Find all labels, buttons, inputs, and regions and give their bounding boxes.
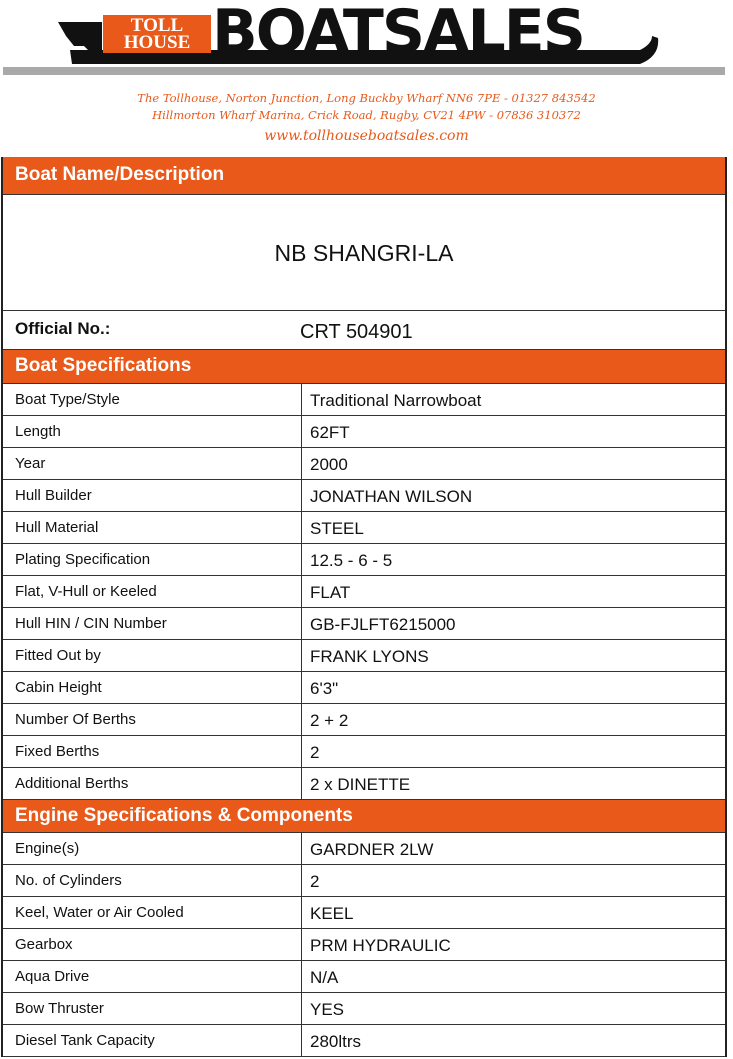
row-value: KEEL	[310, 904, 354, 923]
table-row	[3, 480, 725, 512]
table-row	[3, 704, 725, 736]
table-row	[3, 544, 725, 576]
table-row	[3, 512, 725, 544]
address-line-2: Hillmorton Wharf Marina, Crick Road, Rugby, CV21 4PW - 07836 310372	[152, 108, 581, 122]
table-row	[3, 865, 725, 897]
row-value: 6'3"	[310, 679, 339, 698]
spec-sheet	[1, 157, 727, 1057]
row-value: 2	[310, 872, 320, 891]
logo-line-2: HOUSE	[123, 32, 191, 53]
row-value: N/A	[310, 968, 339, 987]
row-label: Plating Specification	[3, 544, 302, 575]
table-row	[3, 576, 725, 608]
row-label: Year	[3, 448, 302, 479]
row-label: Keel, Water or Air Cooled	[3, 897, 302, 928]
address-line-1: The Tollhouse, Norton Junction, Long Buckby Wharf NN6 7PE - 01327 843542	[137, 91, 596, 105]
table-row	[3, 993, 725, 1025]
table-row	[3, 608, 725, 640]
row-value: YES	[310, 1000, 345, 1019]
row-value: GARDNER 2LW	[310, 840, 434, 859]
table-row	[3, 448, 725, 480]
table-row	[3, 929, 725, 961]
row-label: No. of Cylinders	[3, 865, 302, 896]
official-number-row	[3, 311, 725, 350]
brand-logo	[0, 0, 733, 84]
row-label: Length	[3, 416, 302, 447]
table-row	[3, 897, 725, 929]
row-value: JONATHAN WILSON	[310, 487, 473, 506]
table-row	[3, 768, 725, 800]
row-label: Aqua Drive	[3, 961, 302, 992]
row-value: FLAT	[310, 583, 351, 602]
row-label: Gearbox	[3, 929, 302, 960]
row-label: Number Of Berths	[3, 704, 302, 735]
logo-line-1: TOLL	[130, 15, 184, 36]
row-label: Flat, V-Hull or Keeled	[3, 576, 302, 607]
row-value: 2 x DINETTE	[310, 775, 411, 794]
row-label: Cabin Height	[3, 672, 302, 703]
row-label: Fixed Berths	[3, 736, 302, 767]
header-divider	[3, 67, 725, 75]
table-row	[3, 736, 725, 768]
row-value: 2 + 2	[310, 711, 349, 730]
official-number-value: CRT 504901	[300, 321, 413, 343]
row-value: PRM HYDRAULIC	[310, 936, 451, 955]
row-value: 2	[310, 743, 320, 762]
row-value: 12.5 - 6 - 5	[310, 551, 393, 570]
row-value: 280ltrs	[310, 1032, 362, 1051]
row-label: Hull HIN / CIN Number	[3, 608, 302, 639]
boat-name-header: Boat Name/Description	[3, 157, 725, 195]
table-row	[3, 833, 725, 865]
row-value: Traditional Narrowboat	[310, 391, 482, 410]
table-row	[3, 672, 725, 704]
row-label: Fitted Out by	[3, 640, 302, 671]
row-label: Boat Type/Style	[3, 384, 302, 415]
boat-name: NB SHANGRI-LA	[3, 195, 725, 311]
table-row	[3, 384, 725, 416]
row-value: FRANK LYONS	[310, 647, 429, 666]
website-link[interactable]: www.tollhouseboatsales.com	[264, 128, 469, 144]
row-label: Engine(s)	[3, 833, 302, 864]
row-value: 62FT	[310, 423, 350, 442]
row-value: GB-FJLFT6215000	[310, 615, 456, 634]
logo-wordmark: BOATSALES	[212, 0, 584, 67]
table-row	[3, 416, 725, 448]
row-label: Hull Builder	[3, 480, 302, 511]
table-row	[3, 640, 725, 672]
row-value: STEEL	[310, 519, 364, 538]
row-label: Diesel Tank Capacity	[3, 1025, 302, 1056]
engine-specifications-table	[3, 833, 725, 1057]
boat-specifications-header: Boat Specifications	[3, 350, 725, 384]
row-value: 2000	[310, 455, 348, 474]
table-row	[3, 1025, 725, 1057]
table-row	[3, 961, 725, 993]
row-label: Hull Material	[3, 512, 302, 543]
row-label: Bow Thruster	[3, 993, 302, 1024]
toll-house-badge	[103, 15, 211, 53]
row-label: Additional Berths	[3, 768, 302, 799]
official-number-label: Official No.:	[15, 319, 111, 338]
engine-specifications-header: Engine Specifications & Components	[3, 800, 725, 833]
boat-specifications-table	[3, 384, 725, 800]
